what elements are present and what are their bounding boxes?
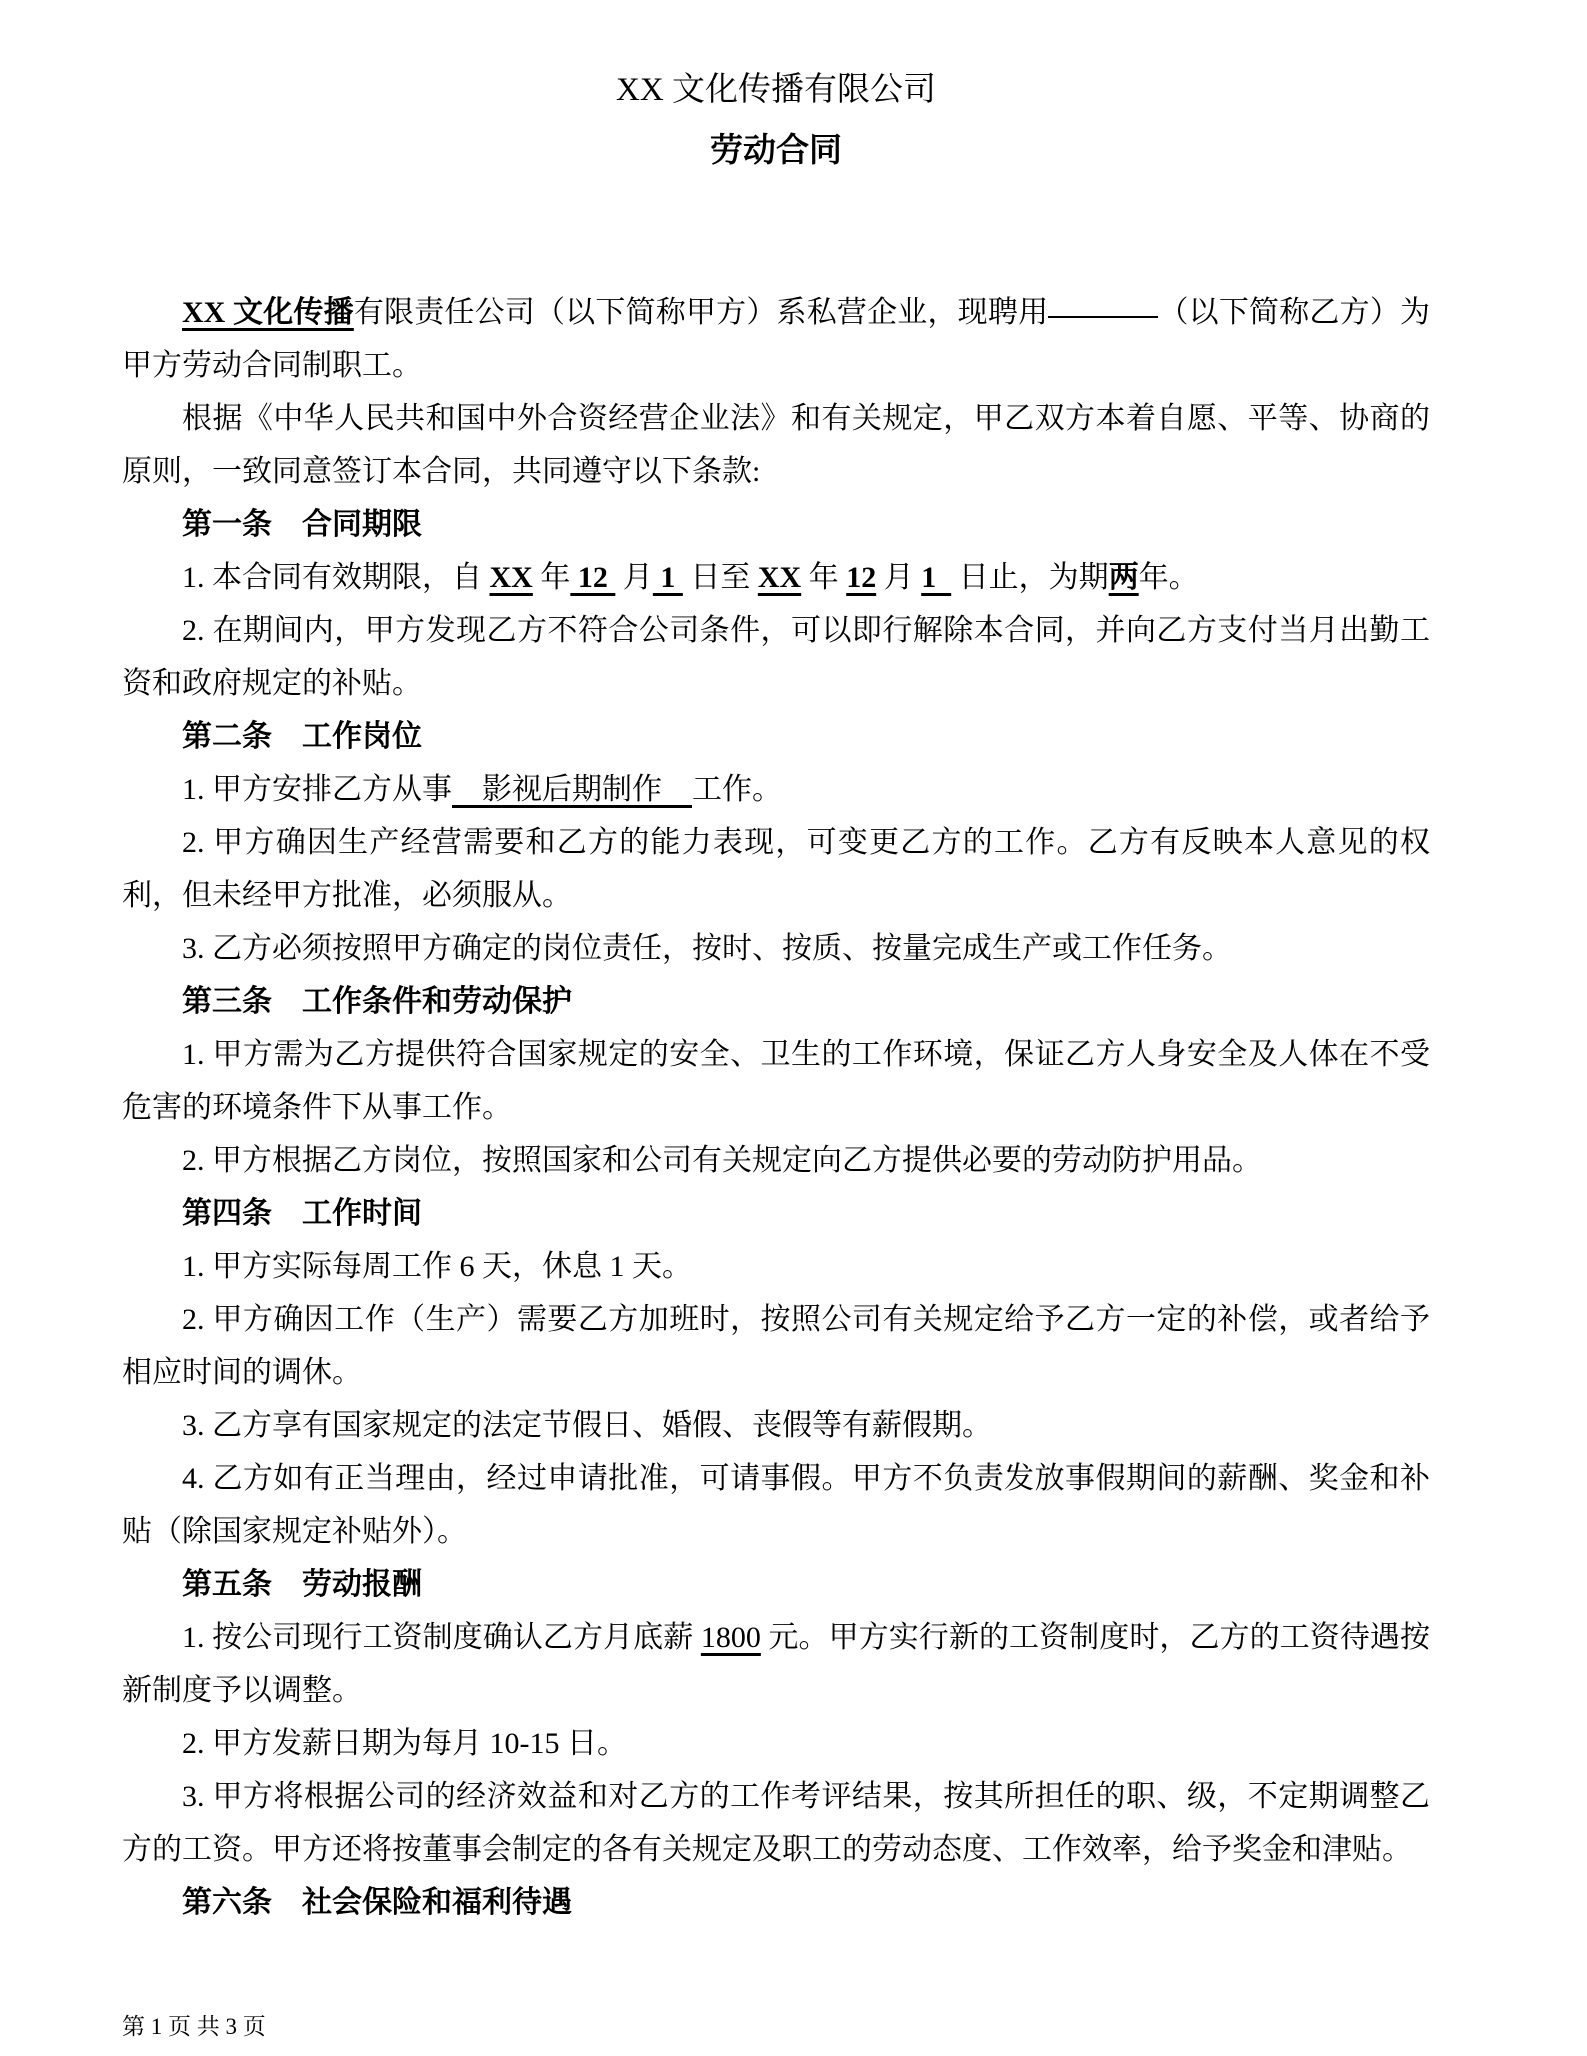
text-segment: 3. 乙方必须按照甲方确定的岗位责任，按时、按质、按量完成生产或工作任务。	[182, 932, 1232, 965]
text-segment: 1. 甲方需为乙方提供符合国家规定的安全、卫生的工作环境，保证乙方人身安全及人体在不受危害的环境条件下从事工作。	[122, 1038, 1430, 1124]
page-footer	[122, 2012, 266, 2042]
paragraph	[122, 1452, 1430, 1558]
company-title: XX 文化传播有限公司	[616, 72, 936, 108]
section-heading	[122, 975, 1430, 1028]
section-heading	[122, 498, 1430, 551]
text-segment: 1. 按公司现行工资制度确认乙方月底薪	[182, 1621, 701, 1654]
paragraph	[122, 816, 1430, 922]
text-segment: 2. 甲方确因工作（生产）需要乙方加班时，按照公司有关规定给予乙方一定的补偿，或者给予相应时间的调休。	[122, 1303, 1430, 1389]
text-segment: 1	[652, 561, 683, 594]
text-segment: 年	[532, 561, 571, 594]
text-segment: 根据《中华人民共和国中外合资经营企业法》和有关规定，甲乙双方本着自愿、平等、协商的原则，一致同意签订本合同，共同遵守以下条款:	[122, 402, 1430, 488]
paragraph	[122, 551, 1430, 604]
document-content	[122, 70, 1430, 1929]
text-segment: XX	[489, 561, 533, 594]
text-segment: 1. 甲方实际每周工作 6 天，休息 1 天。	[182, 1250, 692, 1283]
text-segment: 两	[1108, 561, 1139, 594]
text-segment: 2. 在期间内，甲方发现乙方不符合公司条件，可以即行解除本合同，并向乙方支付当月出勤工资和政府规定的补贴。	[122, 614, 1430, 700]
paragraph	[122, 1134, 1430, 1187]
text-segment: XX 文化传播	[182, 296, 354, 329]
text-segment: （以下简称乙方）为甲方劳动合同制职工。	[122, 296, 1431, 382]
text-segment: 4. 乙方如有正当理由，经过申请批准，可请事假。甲方不负责发放事假期间的薪酬、奖金和补贴（除国家规定补贴外）。	[122, 1462, 1430, 1548]
section-heading	[122, 1876, 1430, 1929]
page-number-text: 第 1 页 共 3 页	[122, 2014, 266, 2039]
section-heading	[122, 1558, 1430, 1611]
text-segment: 工作。	[692, 773, 782, 806]
section-heading	[122, 1187, 1430, 1240]
paragraph	[122, 286, 1430, 392]
text-segment: 年	[801, 561, 847, 594]
text-segment: 年。	[1138, 561, 1199, 594]
section-heading	[122, 710, 1430, 763]
paragraph	[122, 1770, 1430, 1876]
text-segment: 月	[615, 561, 653, 594]
text-segment: 日止，为期	[951, 561, 1109, 594]
paragraph	[122, 604, 1430, 710]
paragraph	[122, 1399, 1430, 1452]
text-segment: 3. 甲方将根据公司的经济效益和对乙方的工作考评结果，按其所担任的职、级，不定期调整乙方的工资。甲方还将按董事会制定的各有关规定及职工的劳动态度、工作效率，给予奖金和津贴。	[122, 1780, 1430, 1866]
text-segment: 第二条 工作岗位	[182, 720, 422, 753]
paragraph	[122, 922, 1430, 975]
text-segment: 第五条 劳动报酬	[182, 1568, 422, 1601]
contract-body	[122, 286, 1430, 1929]
text-segment: 2. 甲方根据乙方岗位，按照国家和公司有关规定向乙方提供必要的劳动防护用品。	[182, 1144, 1262, 1177]
text-segment: 2. 甲方发薪日期为每月 10-15 日。	[182, 1727, 627, 1760]
text-segment: 第六条 社会保险和福利待遇	[182, 1886, 572, 1919]
paragraph	[122, 1611, 1430, 1717]
text-segment: 2. 甲方确因生产经营需要和乙方的能力表现，可变更乙方的工作。乙方有反映本人意见的权利，但未经甲方批准，必须服从。	[122, 826, 1430, 912]
paragraph	[122, 1717, 1430, 1770]
paragraph	[122, 763, 1430, 816]
paragraph	[122, 392, 1430, 498]
text-segment: 第一条 合同期限	[182, 508, 422, 541]
text-segment: 第三条 工作条件和劳动保护	[182, 985, 572, 1018]
fill-in-blank	[1048, 286, 1158, 318]
text-segment: 1. 甲方安排乙方从事	[182, 773, 452, 806]
text-segment: 影视后期制作	[452, 773, 692, 806]
paragraph	[122, 1028, 1430, 1134]
text-segment: 1800	[700, 1621, 761, 1654]
text-segment: 第四条 工作时间	[182, 1197, 422, 1230]
text-segment: 12	[570, 561, 616, 594]
paragraph	[122, 1293, 1430, 1399]
document-subtitle: 劳动合同	[710, 131, 842, 168]
paragraph	[122, 1240, 1430, 1293]
text-segment: 12	[846, 561, 877, 594]
text-segment: 有限责任公司（以下简称甲方）系私营企业，现聘用	[353, 296, 1049, 329]
text-segment: 元。甲方实行新的工资制度时，乙方的工资待遇按新制度予以调整。	[122, 1621, 1431, 1707]
text-segment: 月	[876, 561, 922, 594]
text-segment: XX	[757, 561, 802, 594]
text-segment: 1	[921, 561, 952, 594]
text-segment: 3. 乙方享有国家规定的法定节假日、婚假、丧假等有薪假期。	[182, 1409, 992, 1442]
text-segment: 日至	[682, 561, 758, 594]
text-segment: 1. 本合同有效期限，自	[182, 561, 490, 594]
